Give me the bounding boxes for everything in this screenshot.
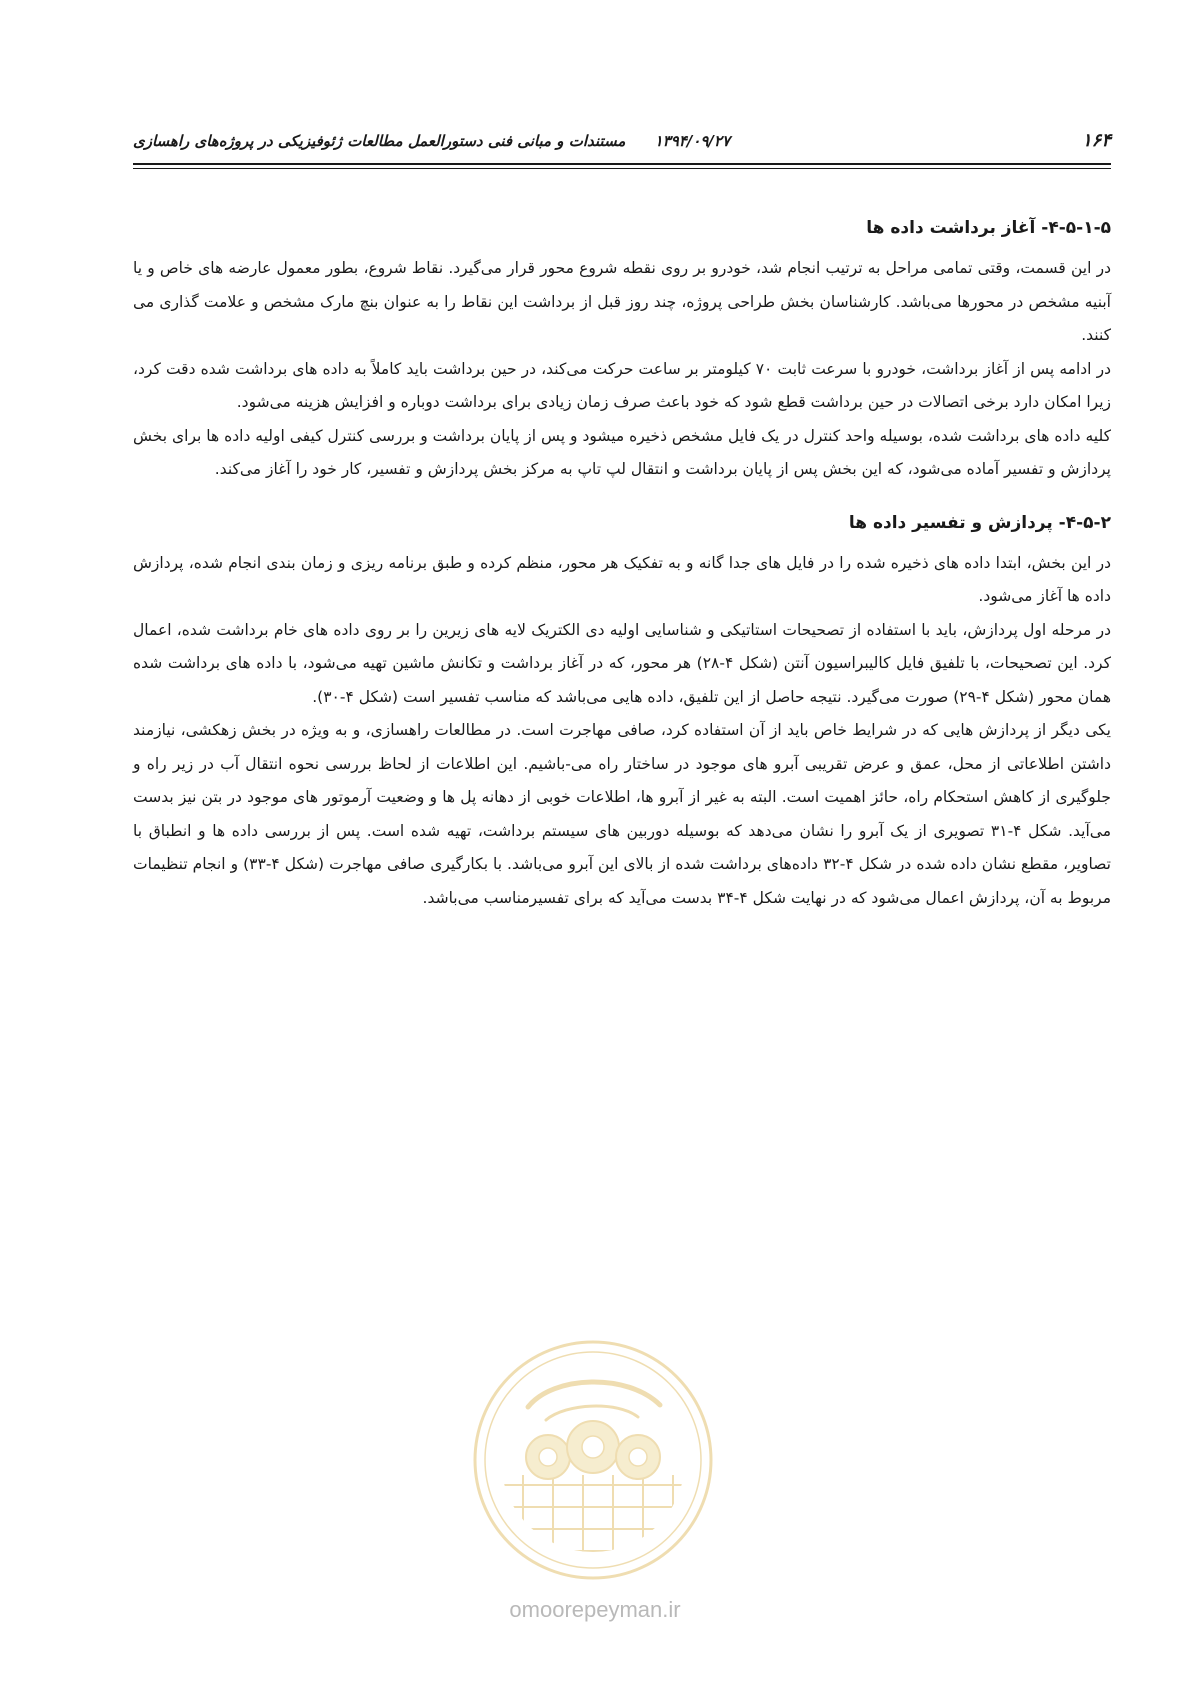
section-heading: ۴-۵-۱-۵- آغاز برداشت داده ها (866, 218, 1111, 238)
page-number: ۱۶۴ (1081, 130, 1111, 151)
header-rule-thick (133, 163, 1111, 165)
watermark-seal-icon (468, 1335, 718, 1585)
paragraph: در مرحله اول پردازش، باید با استفاده از تصحیحات استاتیکی و شناسایی اولیه دی الکتریک لایه های زیرین را بر روی داده های خام برداشت شده، اعمال کرد. این تصحیحات، با تلفیق فایل کالیبراسیون آنتن (شکل ۴-۲۸) هر محور، که در آغاز برداشت و تکانش ماشین تهیه می‌شود، با داده های برداشت شده همان محور (شکل ۴-۲۹) صورت می‌گیرد. نتیجه حاصل از این تلفیق، داده هایی می‌باشد که مناسب تفسیر است (شکل ۴-۳۰). (133, 620, 1111, 706)
header-date: ۱۳۹۴/۰۹/۲۷ (654, 132, 731, 150)
header-title-text: مستندات و مبانی فنی دستورالعمل مطالعات ژئوفیزیکی در پروژه‌های راهسازی (133, 132, 626, 150)
paragraph: در ادامه پس از آغاز برداشت، خودرو با سرعت ثابت ۷۰ کیلومتر بر ساعت حرکت می‌کند، در حین برداشت باید کاملاً به داده های برداشت شده دقت کرد، زیرا امکان دارد برخی اتصالات در حین برداشت قطع شود که خود باعث صرف زمان زیادی برای برداشت دوباره و افزایش هزینه می‌شود. (133, 359, 1111, 411)
watermark-logo (468, 1335, 718, 1585)
main-content (133, 214, 1111, 915)
running-title (133, 132, 730, 150)
paragraph: یکی دیگر از پردازش هایی که در شرایط خاص باید از آن استفاده کرد، صافی مهاجرت است. در مطالعات راهسازی، و به ویژه در بخش زهکشی، نیازمند داشتن اطلاعاتی از محل، عمق و عرض تقریبی آبرو های موجود در ساختار راه می-باشیم. این اطلاعات از لحاظ بررسی نحوه انتقال آب در زیر راه و جلوگیری از کاهش استحکام راه، حائز اهمیت است. البته به غیر از آبرو ها، اطلاعات خوبی از دهانه پل ها و وضعیت آرموتور های موجود در بتن نیز بدست می‌آید. شکل ۴-۳۱ تصویری از یک آبرو را نشان می‌دهد که بوسیله دوربین های سیستم برداشت، تهیه شده است. پس از بررسی داده ها و انطباق با تصاویر، مقطع نشان داده شده در شکل ۴-۳۲ داده‌های برداشت شده از بالای این آبرو می‌باشد. با بکارگیری صافی مهاجرت (شکل ۴-۳۳) و انجام تنظیمات مربوط به آن، پردازش اعمال می‌شود که در نهایت شکل ۴-۳۴ بدست می‌آید که برای تفسیرمناسب می‌باشد. (133, 721, 1111, 907)
watermark-url: omoorepeyman.ir (509, 1597, 681, 1622)
page-header (133, 128, 1111, 158)
header-rule-thin (133, 168, 1111, 169)
paragraph: در این بخش، ابتدا داده های ذخیره شده را در فایل های جدا گانه و به تفکیک هر محور، منظم کرده و طبق برنامه ریزی و زمان بندی انجام شده، پردازش داده ها آغاز می‌شود. (133, 553, 1111, 605)
paragraph: کلیه داده های برداشت شده، بوسیله واحد کنترل در یک فایل مشخص ذخیره میشود و پس از پایان برداشت و بررسی کنترل کیفی اولیه داده ها برای بخش پردازش و تفسیر آماده می‌شود، که این بخش پس از پایان برداشت و انتقال لپ تاپ به مرکز بخش پردازش و تفسیر، کار خود را آغاز می‌کند. (133, 426, 1111, 478)
section-spacer (133, 487, 1111, 509)
section-heading: ۴-۵-۲- پردازش و تفسیر داده ها (848, 512, 1111, 533)
paragraph: در این قسمت، وقتی تمامی مراحل به ترتیب انجام شد، خودرو بر روی نقطه شروع محور قرار می‌گیرد. نقاط شروع، بطور معمول عارضه های خاص و یا آبنیه مشخص در محورها می‌باشد. کارشناسان بخش طراحی پروژه، چند روز قبل از برداشت این نقاط را به عنوان بنچ مارک مشخص و علامت گذاری می کنند. (133, 259, 1111, 344)
